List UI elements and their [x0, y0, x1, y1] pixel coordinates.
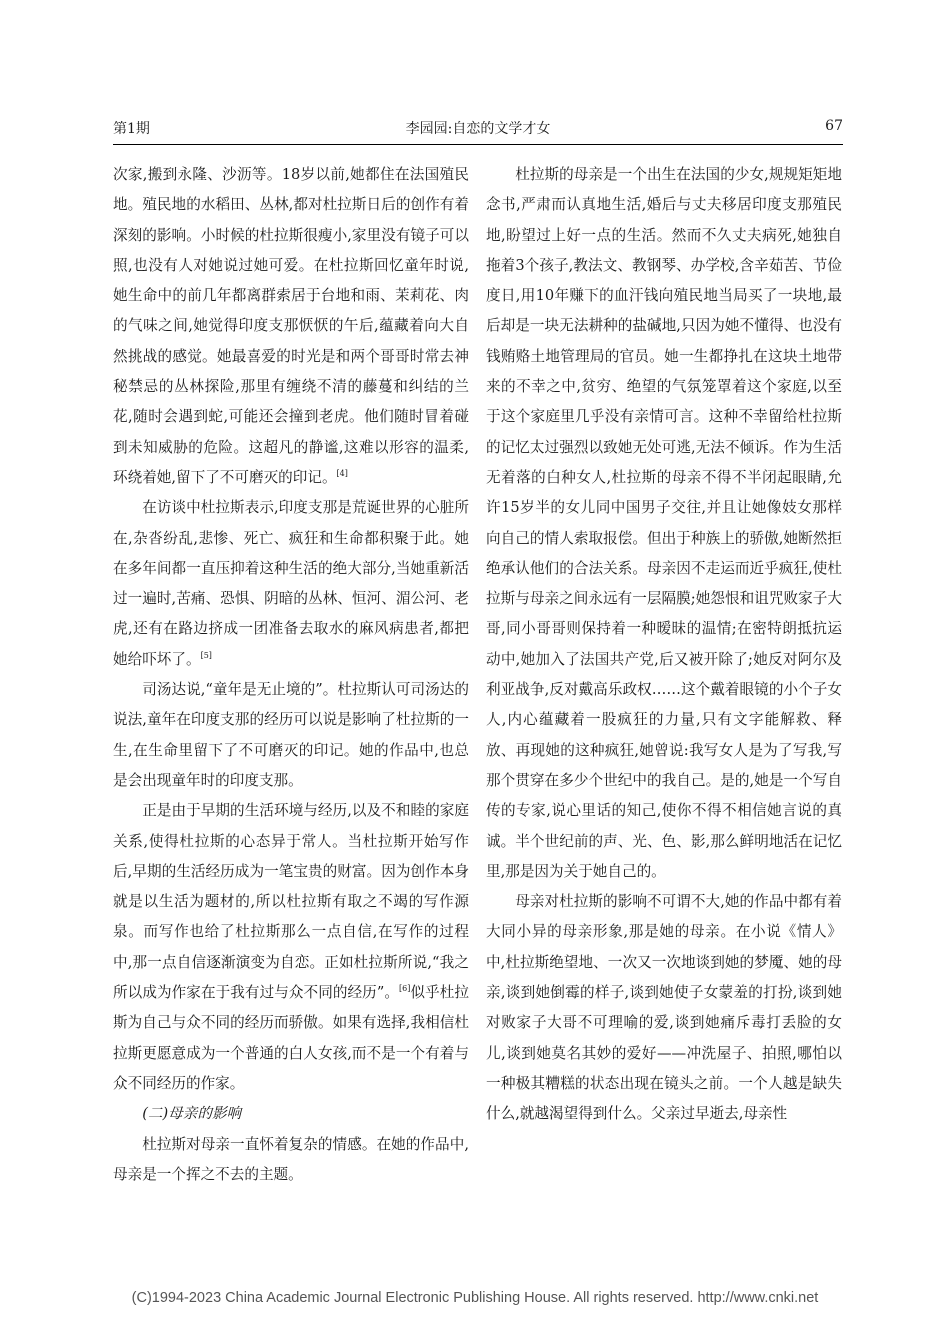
- page-number: 67: [825, 118, 843, 134]
- right-column: [486, 160, 842, 1130]
- paragraph-text: 似乎杜拉斯为自己与众不同的经历而骄傲。如果有选择,我相信杜拉斯更愿意成为一个普通的白人女孩,而不是一个有着与众不同经历的作家。: [113, 984, 469, 1092]
- issue-number: 第1期: [113, 121, 150, 137]
- left-column: [113, 160, 469, 1190]
- paragraph: 母亲对杜拉斯的影响不可谓不大,她的作品中都有着大同小异的母亲形象,那是她的母亲。在小说《情人》中,杜拉斯绝望地、一次又一次地谈到她的梦魇、她的母亲,谈到她倒霉的样子,谈到她使子女蒙羞的打扮,谈到她对败家子大哥不可理喻的爱,谈到她痛斥毒打丢脸的女儿,谈到她莫名其妙的爱好——冲洗屋子、拍照,哪怕以一种极其糟糕的状态出现在镜头之前。一个人越是缺失什么,就越渴望得到什么。父亲过早逝去,母亲性: [486, 893, 842, 1123]
- citation-ref: [5]: [200, 650, 212, 660]
- paragraph-text: 在访谈中杜拉斯表示,印度支那是荒诞世界的心脏所在,杂沓纷乱,悲惨、死亡、疯狂和生命都积聚于此。她在多年间都一直压抑着这种生活的绝大部分,当她重新活过一遍时,苦痛、恐惧、阴暗的丛林、恒河、湄公河、老虎,还有在路边挤成一团准备去取水的麻风病患者,都把她给吓坏了。: [113, 499, 469, 668]
- header-rule: [113, 144, 843, 145]
- paragraph-text: 次家,搬到永隆、沙沥等。18岁以前,她都住在法国殖民地。殖民地的水稻田、丛林,都对杜拉斯日后的创作有着深刻的影响。小时候的杜拉斯很瘦小,家里没有镜子可以照,也没有人对她说过她可爱。在杜拉斯回忆童年时说,她生命中的前几年都离群索居于台地和雨、茉莉花、肉的气味之间,她觉得印度支那恹恹的午后,蕴藏着向大自然挑战的感觉。她最喜爱的时光是和两个哥哥时常去神秘禁忌的丛林探险,那里有缠绕不清的藤蔓和纠结的兰花,随时会遇到蛇,可能还会撞到老虎。他们随时冒着碰到未知威胁的危险。这超凡的静谧,这难以形容的温柔,环绕着她,留下了不可磨灭的印记。: [113, 166, 469, 486]
- paragraph: 杜拉斯对母亲一直怀着复杂的情感。在她的作品中,母亲是一个挥之不去的主题。: [113, 1135, 469, 1183]
- citation-ref: [4]: [336, 469, 348, 479]
- section-subheading: (二)母亲的影响: [142, 1105, 242, 1123]
- paragraph: [113, 160, 469, 493]
- paragraph-text: 正是由于早期的生活环境与经历,以及不和睦的家庭关系,使得杜拉斯的心态异于常人。当杜拉斯开始写作后,早期的生活经历成为一笔宝贵的财富。因为创作本身就是以生活为题材的,所以杜拉斯有取之不竭的写作源泉。而写作也给了杜拉斯那么一点自信,在写作的过程中,那一点自信逐渐演变为自恋。正如杜拉斯所说,“我之所以成为作家在于我有过与众不同的经历”。: [113, 802, 469, 1002]
- paragraph: 杜拉斯的母亲是一个出生在法国的少女,规规矩矩地念书,严肃而认真地生活,婚后与丈夫移居印度支那殖民地,盼望过上好一点的生活。然而不久丈夫病死,她独自拖着3个孩子,教法文、教钢琴、办学校,含辛茹苦、节俭度日,用10年赚下的血汗钱向殖民地当局买了一块地,最后却是一块无法耕种的盐碱地,只因为她不懂得、也没有钱贿赂土地管理局的官员。她一生都挣扎在这块土地带来的不幸之中,贫穷、绝望的气氛笼罩着这个家庭,以至于这个家庭里几乎没有亲情可言。这种不幸留给杜拉斯的记忆太过强烈以致她无处可逃,无法不倾诉。作为生活无着落的白种女人,杜拉斯的母亲不得不半闭起眼睛,允许15岁半的女儿同中国男子交往,并且让她像妓女那样向自己的情人索取报偿。但出于种族上的骄傲,她断然拒绝承认他们的合法关系。母亲因不走运而近乎疯狂,使杜拉斯与母亲之间永远有一层隔膜;她怨恨和诅咒败家子大哥,同小哥哥则保持着一种暧昧的温情;在密特朗抵抗运动中,她加入了法国共产党,后又被开除了;她反对阿尔及利亚战争,反对戴高乐政权……这个戴着眼镜的小个子女人,内心蕴藏着一股疯狂的力量,只有文字能解救、释放、再现她的这种疯狂,她曾说:我写女人是为了写我,写那个贯穿在多少个世纪中的我自己。是的,她是一个写自传的专家,说心里话的知己,使你不得不相信她言说的真诚。半个世纪前的声、光、色、影,那么鲜明地活在记忆里,那是因为关于她自己的。: [486, 166, 842, 880]
- running-title: 李园园:自恋的文学才女: [405, 121, 551, 137]
- paragraph: 司汤达说,“童年是无止境的”。杜拉斯认可司汤达的说法,童年在印度支那的经历可以说是影响了杜拉斯的一生,在生命里留下了不可磨灭的印记。她的作品中,也总是会出现童年时的印度支那。: [113, 681, 469, 789]
- paragraph: [113, 796, 469, 1099]
- paragraph: [113, 493, 469, 675]
- running-header: [113, 112, 843, 140]
- citation-ref: [6]: [399, 984, 411, 994]
- copyright-footer: (C)1994-2023 China Academic Journal Electronic Publishing House. All rights reserved. http://www.cnki.net: [131, 1290, 819, 1306]
